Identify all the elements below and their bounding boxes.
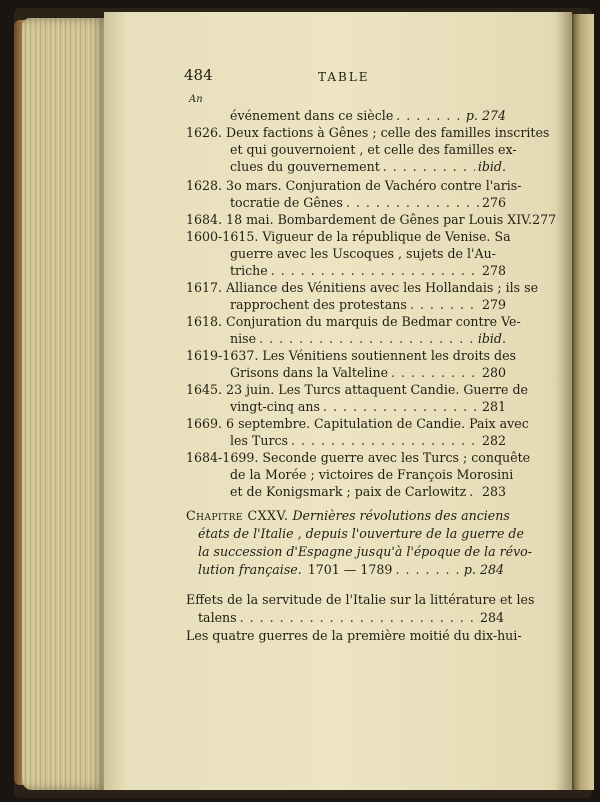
toc-entry [230,365,506,380]
entry-line: guerre avec les Uscoques , sujets de l'Au- [230,246,496,261]
entry-text: tocratie de Gênes [230,195,343,210]
entry-page: 276 [481,195,506,210]
entry-line: 1619-1637. Les Vénitiens soutiennent les droits des [186,348,516,363]
entry-page: 282 [481,433,506,448]
leader-dots [346,195,479,210]
leader-dots [383,159,475,174]
chapter-label: Chapitre CXXV. [186,508,289,523]
page-number: 484 [184,66,213,84]
entry-line: Les quatre guerres de la première moitié du dix-hui- [186,628,522,643]
leader-dots [271,263,479,278]
chapter-title-line: la succession d'Espagne jusqu'à l'époque de la révo- [198,544,533,559]
entry-page: p. 274 [465,108,506,123]
leader-dots [395,562,460,577]
running-head: TABLE [318,70,370,84]
entry-text: rapprochent des protestans [230,297,407,312]
toc-entry [230,297,506,312]
toc-entry [198,610,504,625]
entry-line: de la Morée ; victoires de François Morosini [230,467,514,482]
entry-page: 279 [481,297,506,312]
entry-page: 277 [532,212,557,227]
entry-page: 281 [481,399,506,414]
entry-page: 284 [479,610,504,625]
toc-entry [230,331,506,346]
entry-line: 1645. 23 juin. Les Turcs attaquent Candie. Guerre de [186,382,528,397]
entry-text: vingt-cinq ans [230,399,320,414]
entry-line: 1618. Conjuration du marquis de Bedmar contre Ve- [186,314,521,329]
entry-text: triche [230,263,268,278]
chapter-heading-line [186,508,510,523]
chapter-title-line: lution française. [198,562,302,577]
entry-text: Grisons dans la Valteline [230,365,389,380]
entry-page: ibid. [477,331,506,346]
entry-page: 278 [481,263,506,278]
entry-text: nise [230,331,257,346]
entry-line: 1626. Deux factions à Gênes ; celle des familles inscrites [186,125,550,140]
entry-text: événement dans ce siècle [230,108,394,123]
entry-line: 1684-1699. Seconde guerre avec les Turcs ; conquête [186,450,531,465]
toc-entry [186,212,557,227]
leader-dots [323,399,479,414]
leader-dots [259,331,475,346]
leader-dots [291,433,479,448]
chapter-dates: 1701 — 1789 [307,562,393,577]
toc-entry [230,484,506,499]
chapter-title-final [198,562,504,577]
entry-text: talens [198,610,237,625]
margin-note: An [189,94,203,105]
entry-text: clues du gouvernement [230,159,380,174]
entry-line: 1669. 6 septembre. Capitulation de Candie. Paix avec [186,416,529,431]
leader-dots [391,365,479,380]
chapter-page: p. 284 [463,562,504,577]
entry-text: 1684. 18 mai. Bombardement de Gênes par Louis XIV. [186,212,533,227]
toc-entry [230,399,506,414]
entry-text: et de Konigsmark ; paix de Carlowitz [230,484,467,499]
entry-page: 280 [481,365,506,380]
toc-entry [230,433,506,448]
entry-page: 283 [481,484,506,499]
toc-entry [230,195,506,210]
leader-dots [240,610,477,625]
toc-entry [230,263,506,278]
entry-page: ibid. [477,159,506,174]
facing-page-edge [572,14,594,790]
spine-shadow [556,12,574,790]
leader-dots [396,108,463,123]
entry-line: et qui gouvernoient , et celle des familles ex- [230,142,517,157]
entry-line: 1628. 3o mars. Conjuration de Vachéro contre l'aris- [186,178,522,193]
entry-line: 1617. Alliance des Vénitiens avec les Hollandais ; ils se [186,280,539,295]
chapter-title: Dernières révolutions des anciens [292,508,510,523]
page-edges [22,18,106,790]
entry-line: 1600-1615. Vigueur de la république de Venise. Sa [186,229,511,244]
toc-entry [230,159,506,174]
leader-dots [469,484,479,499]
entry-line: Effets de la servitude de l'Italie sur la littérature et les [186,592,535,607]
entry-text: les Turcs [230,433,288,448]
leader-dots [410,297,479,312]
toc-entry [230,108,506,123]
chapter-title-line: états de l'Italie , depuis l'ouverture de la guerre de [198,526,524,541]
